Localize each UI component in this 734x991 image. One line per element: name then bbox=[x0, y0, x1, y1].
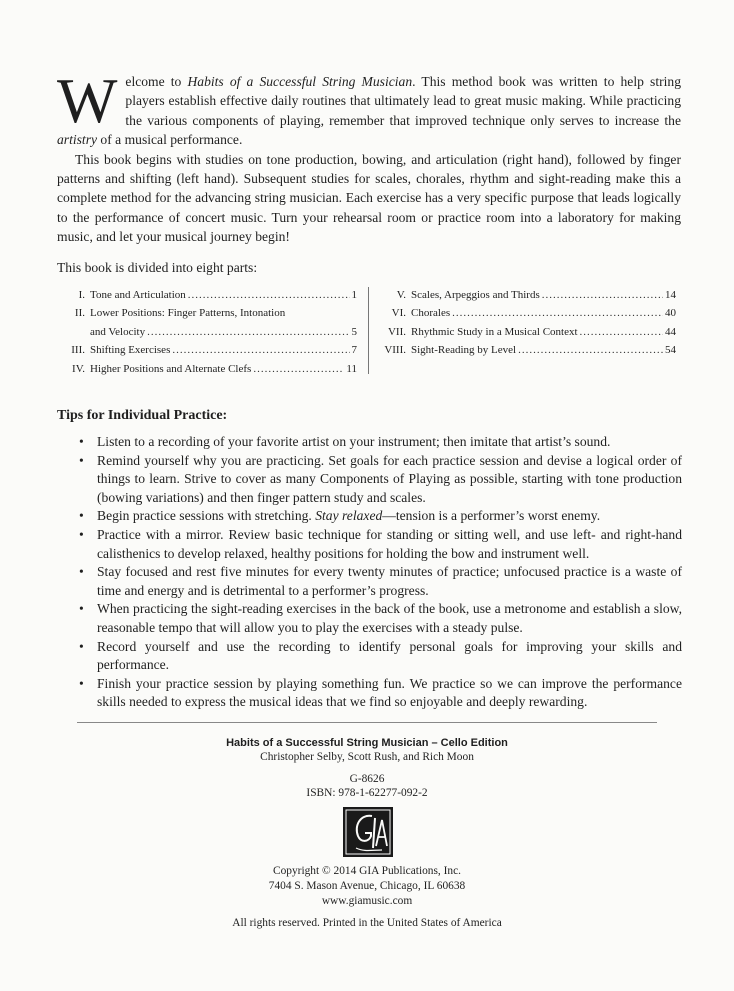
rights-notice: All rights reserved. Printed in the United States of America bbox=[232, 917, 502, 929]
toc-entry: VIII. Sight-Reading by Level ..... 54 bbox=[378, 341, 676, 359]
tip-item: • Record yourself and use the recording to identify personal goals for improving your skills and performance. bbox=[75, 638, 682, 675]
tips-heading: Tips for Individual Practice: bbox=[57, 408, 228, 423]
address: 7404 S. Mason Avenue, Chicago, IL 60638 bbox=[268, 880, 466, 892]
tip-item: • Begin practice sessions with stretching. Stay relaxed—tension is a performer’s worst enemy. bbox=[75, 507, 682, 526]
tips-list bbox=[75, 433, 682, 712]
toc-entry: and Velocity ..... 5 bbox=[57, 323, 357, 341]
toc-entry: III. Shifting Exercises ..... 7 bbox=[57, 341, 357, 359]
toc-right bbox=[378, 286, 676, 360]
footer-rule bbox=[77, 722, 657, 723]
tip-item: • When practicing the sight-reading exercises in the back of the book, use a metronome and establish a slow, reasonable tempo that will allow you to play the exercises with a steady pulse. bbox=[75, 600, 682, 637]
intro-paragraph-2: This book begins with studies on tone production, bowing, and articulation (right hand), followed by finger patterns and shifting (left hand). Subsequent studies for scales, chorales, rhythm and sight-reading make this a complete method for the advancing string musician. Each exercise has a very specific purpose that leads logically to the performance of concert music. Turn your rehearsal room or practice room into a laboratory for making music, and let your musical journey begin! bbox=[57, 151, 681, 245]
toc-left bbox=[57, 286, 357, 378]
toc-entry: IV. Higher Positions and Alternate Clefs ..... 11 bbox=[57, 360, 357, 378]
drop-cap: W bbox=[57, 65, 118, 136]
toc-entry: VI. Chorales ..... 40 bbox=[378, 304, 676, 322]
toc-entry: II. Lower Positions: Finger Patterns, Intonation bbox=[74, 307, 286, 320]
authors: Christopher Selby, Scott Rush, and Rich Moon bbox=[260, 751, 474, 763]
intro bbox=[57, 65, 681, 247]
tip-item: • Practice with a mirror. Review basic technique for standing or sitting well, and use left- and right-hand calisthenics to develop relaxed, healthy positions for holding the bow and instrument well. bbox=[75, 526, 682, 563]
edition-title: Habits of a Successful String Musician – Cello Edition bbox=[226, 737, 508, 749]
intro-text-b: . This method book was written to help string players establish effective daily routines that ultimately lead to great music making. While practicing the various components of playing, remember that improved technique only serves to increase the bbox=[125, 74, 681, 128]
tip-item: • Finish your practice session by playing something fun. We practice so we can improve the performance skills needed to express the musical ideas that we find so enjoyable and deeply rewarding. bbox=[75, 675, 682, 712]
intro-text-a: elcome to bbox=[125, 74, 188, 89]
intro-text-c: of a musical performance. bbox=[97, 132, 243, 148]
toc-entry: I. Tone and Articulation ..... 1 bbox=[57, 286, 357, 304]
parts-heading: This book is divided into eight parts: bbox=[57, 260, 258, 275]
copyright: Copyright © 2014 GIA Publications, Inc. bbox=[272, 865, 462, 877]
gia-logo bbox=[342, 806, 394, 858]
intro-paragraph-1 bbox=[57, 65, 681, 150]
tip-item: • Listen to a recording of your favorite artist on your instrument; then imitate that artist’s sound. bbox=[75, 433, 682, 452]
book-title: Habits of a Successful String Musician bbox=[187, 74, 413, 89]
toc-entry: V. Scales, Arpeggios and Thirds ..... 14 bbox=[378, 286, 676, 304]
toc-entry: VII. Rhythmic Study in a Musical Context ..... 44 bbox=[378, 323, 676, 341]
isbn: ISBN: 978-1-62277-092-2 bbox=[306, 787, 428, 799]
website: www.giamusic.com bbox=[321, 895, 413, 907]
artistry-word: artistry bbox=[57, 132, 98, 148]
tip-item: • Stay focused and rest five minutes for every twenty minutes of practice; unfocused practice is a waste of time and energy and is detrimental to a performer’s progress. bbox=[75, 563, 682, 600]
catalog-number: G-8626 bbox=[349, 773, 385, 785]
tip-item: • Remind yourself why you are practicing. Set goals for each practice session and devise a logical order of things to learn. Strive to cover as many Components of Playing as possible, starting with tone production (bowing variations) and then finger pattern study and scales. bbox=[75, 452, 682, 508]
stay-relaxed-emphasis: Stay relaxed bbox=[315, 508, 383, 524]
toc-divider bbox=[368, 287, 369, 374]
